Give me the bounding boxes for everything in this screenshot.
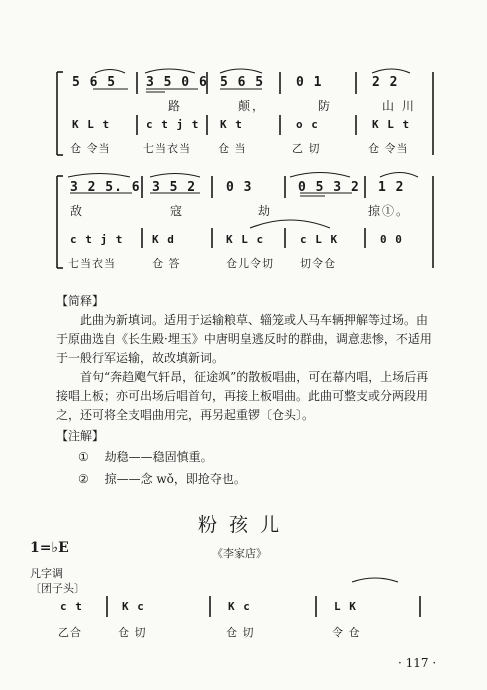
- perc-lyric-4: 切令仓: [300, 257, 336, 270]
- lyric-3: 防: [318, 99, 333, 113]
- lyric-4: 山 川: [382, 99, 416, 113]
- perc-m5: 0 0: [380, 233, 403, 246]
- notes-m5: 1 2: [378, 180, 405, 195]
- notes-m4: 0 1: [296, 75, 323, 90]
- mode-label: 凡字调: [30, 567, 63, 580]
- lyric-1: 敌: [70, 204, 85, 218]
- notes-m3: 5 6 5: [220, 75, 265, 90]
- perc-lyric-1: 仓 令当: [70, 142, 111, 155]
- perc-lyric-1: 七当衣当: [68, 257, 116, 270]
- notes-m5: 2 2: [372, 75, 399, 90]
- perc-lyric-5: 仓 令当: [368, 142, 409, 155]
- notes-m2: 3 5 2: [152, 180, 197, 195]
- gong-pattern-label: 〔团子头〕: [30, 582, 85, 595]
- perc-m5: K L t: [372, 118, 411, 131]
- piece-title: 粉 孩 儿: [198, 514, 283, 536]
- commentary-heading: 【简释】: [56, 294, 105, 308]
- note-text: 掠——念 wǒ，即抢夺也。: [104, 472, 246, 486]
- perc-m3: K L c: [226, 233, 265, 246]
- lyric-4: 掠①。: [368, 204, 411, 218]
- piece-perc-m1: c t: [60, 600, 83, 613]
- notes-heading: 【注解】: [56, 429, 105, 443]
- lyric-3: 劫: [258, 204, 273, 218]
- notes-m3: 0 3: [226, 180, 253, 195]
- piece-perc-m2: K c: [122, 600, 145, 613]
- lyric-1: 路: [168, 99, 183, 113]
- commentary-paragraph-2: 首句“奔趋飑气轩昂，征途飒”的散板唱曲，可在幕内唱，上场后再接唱上板；亦可出场后唱首句，再接上板唱曲。此曲可整支或分两段用之，还可将全支唱曲用完，再另起重锣〔仓头〕。: [56, 370, 429, 422]
- perc-m4: o c: [296, 118, 319, 131]
- lyric-2: 寇: [170, 204, 185, 218]
- perc-lyric-2: 仓 答: [152, 257, 181, 270]
- note-number: ②: [78, 472, 89, 486]
- perc-m4: c L K: [300, 233, 339, 246]
- note-1: [78, 448, 213, 467]
- piece-perc-lyric-4: 令 仓: [332, 626, 361, 639]
- piece-perc-lyric-3: 仓 切: [226, 626, 255, 639]
- perc-m3: K t: [220, 118, 243, 131]
- perc-m1: K L t: [72, 118, 111, 131]
- lyric-2: 颠，: [238, 99, 267, 113]
- piece-perc-m4: L K: [334, 600, 357, 613]
- perc-lyric-3: 仓儿令切: [226, 257, 274, 270]
- note-text: 劫稳——稳固慎重。: [104, 450, 213, 464]
- page-number: · 117 ·: [398, 656, 437, 670]
- piece-perc-lyric-2: 仓 切: [118, 626, 147, 639]
- notes-m1: 5 6 5: [72, 75, 117, 90]
- notes-m1: 3 2 5. 6: [70, 180, 141, 195]
- notes-m2: 3 5 0 6: [146, 75, 208, 90]
- perc-m2: K d: [152, 233, 175, 246]
- perc-lyric-2: 七当衣当: [143, 142, 191, 155]
- source-label: 《李家店》: [212, 547, 267, 560]
- notes-m4: 0 5 3 2: [298, 180, 360, 195]
- perc-m1: c t j t: [70, 233, 124, 246]
- key-signature: 1=♭E: [30, 540, 69, 556]
- piece-perc-lyric-1: 乙合: [58, 626, 82, 639]
- perc-m2: c t j t: [146, 118, 200, 131]
- commentary-paragraph-1: 此曲为新填词。适用于运输粮草、辎笼或人马车辆押解等过场。由于原曲选自《长生殿·埋玉》中唐明皇逃反时的群曲，调意悲惨，不适用于一般行军运输，故改填新词。: [56, 313, 432, 365]
- note-number: ①: [78, 450, 89, 464]
- piece-perc-m3: K c: [228, 600, 251, 613]
- perc-lyric-4: 乙 切: [292, 142, 321, 155]
- note-2: [78, 470, 246, 489]
- perc-lyric-3: 仓 当: [218, 142, 247, 155]
